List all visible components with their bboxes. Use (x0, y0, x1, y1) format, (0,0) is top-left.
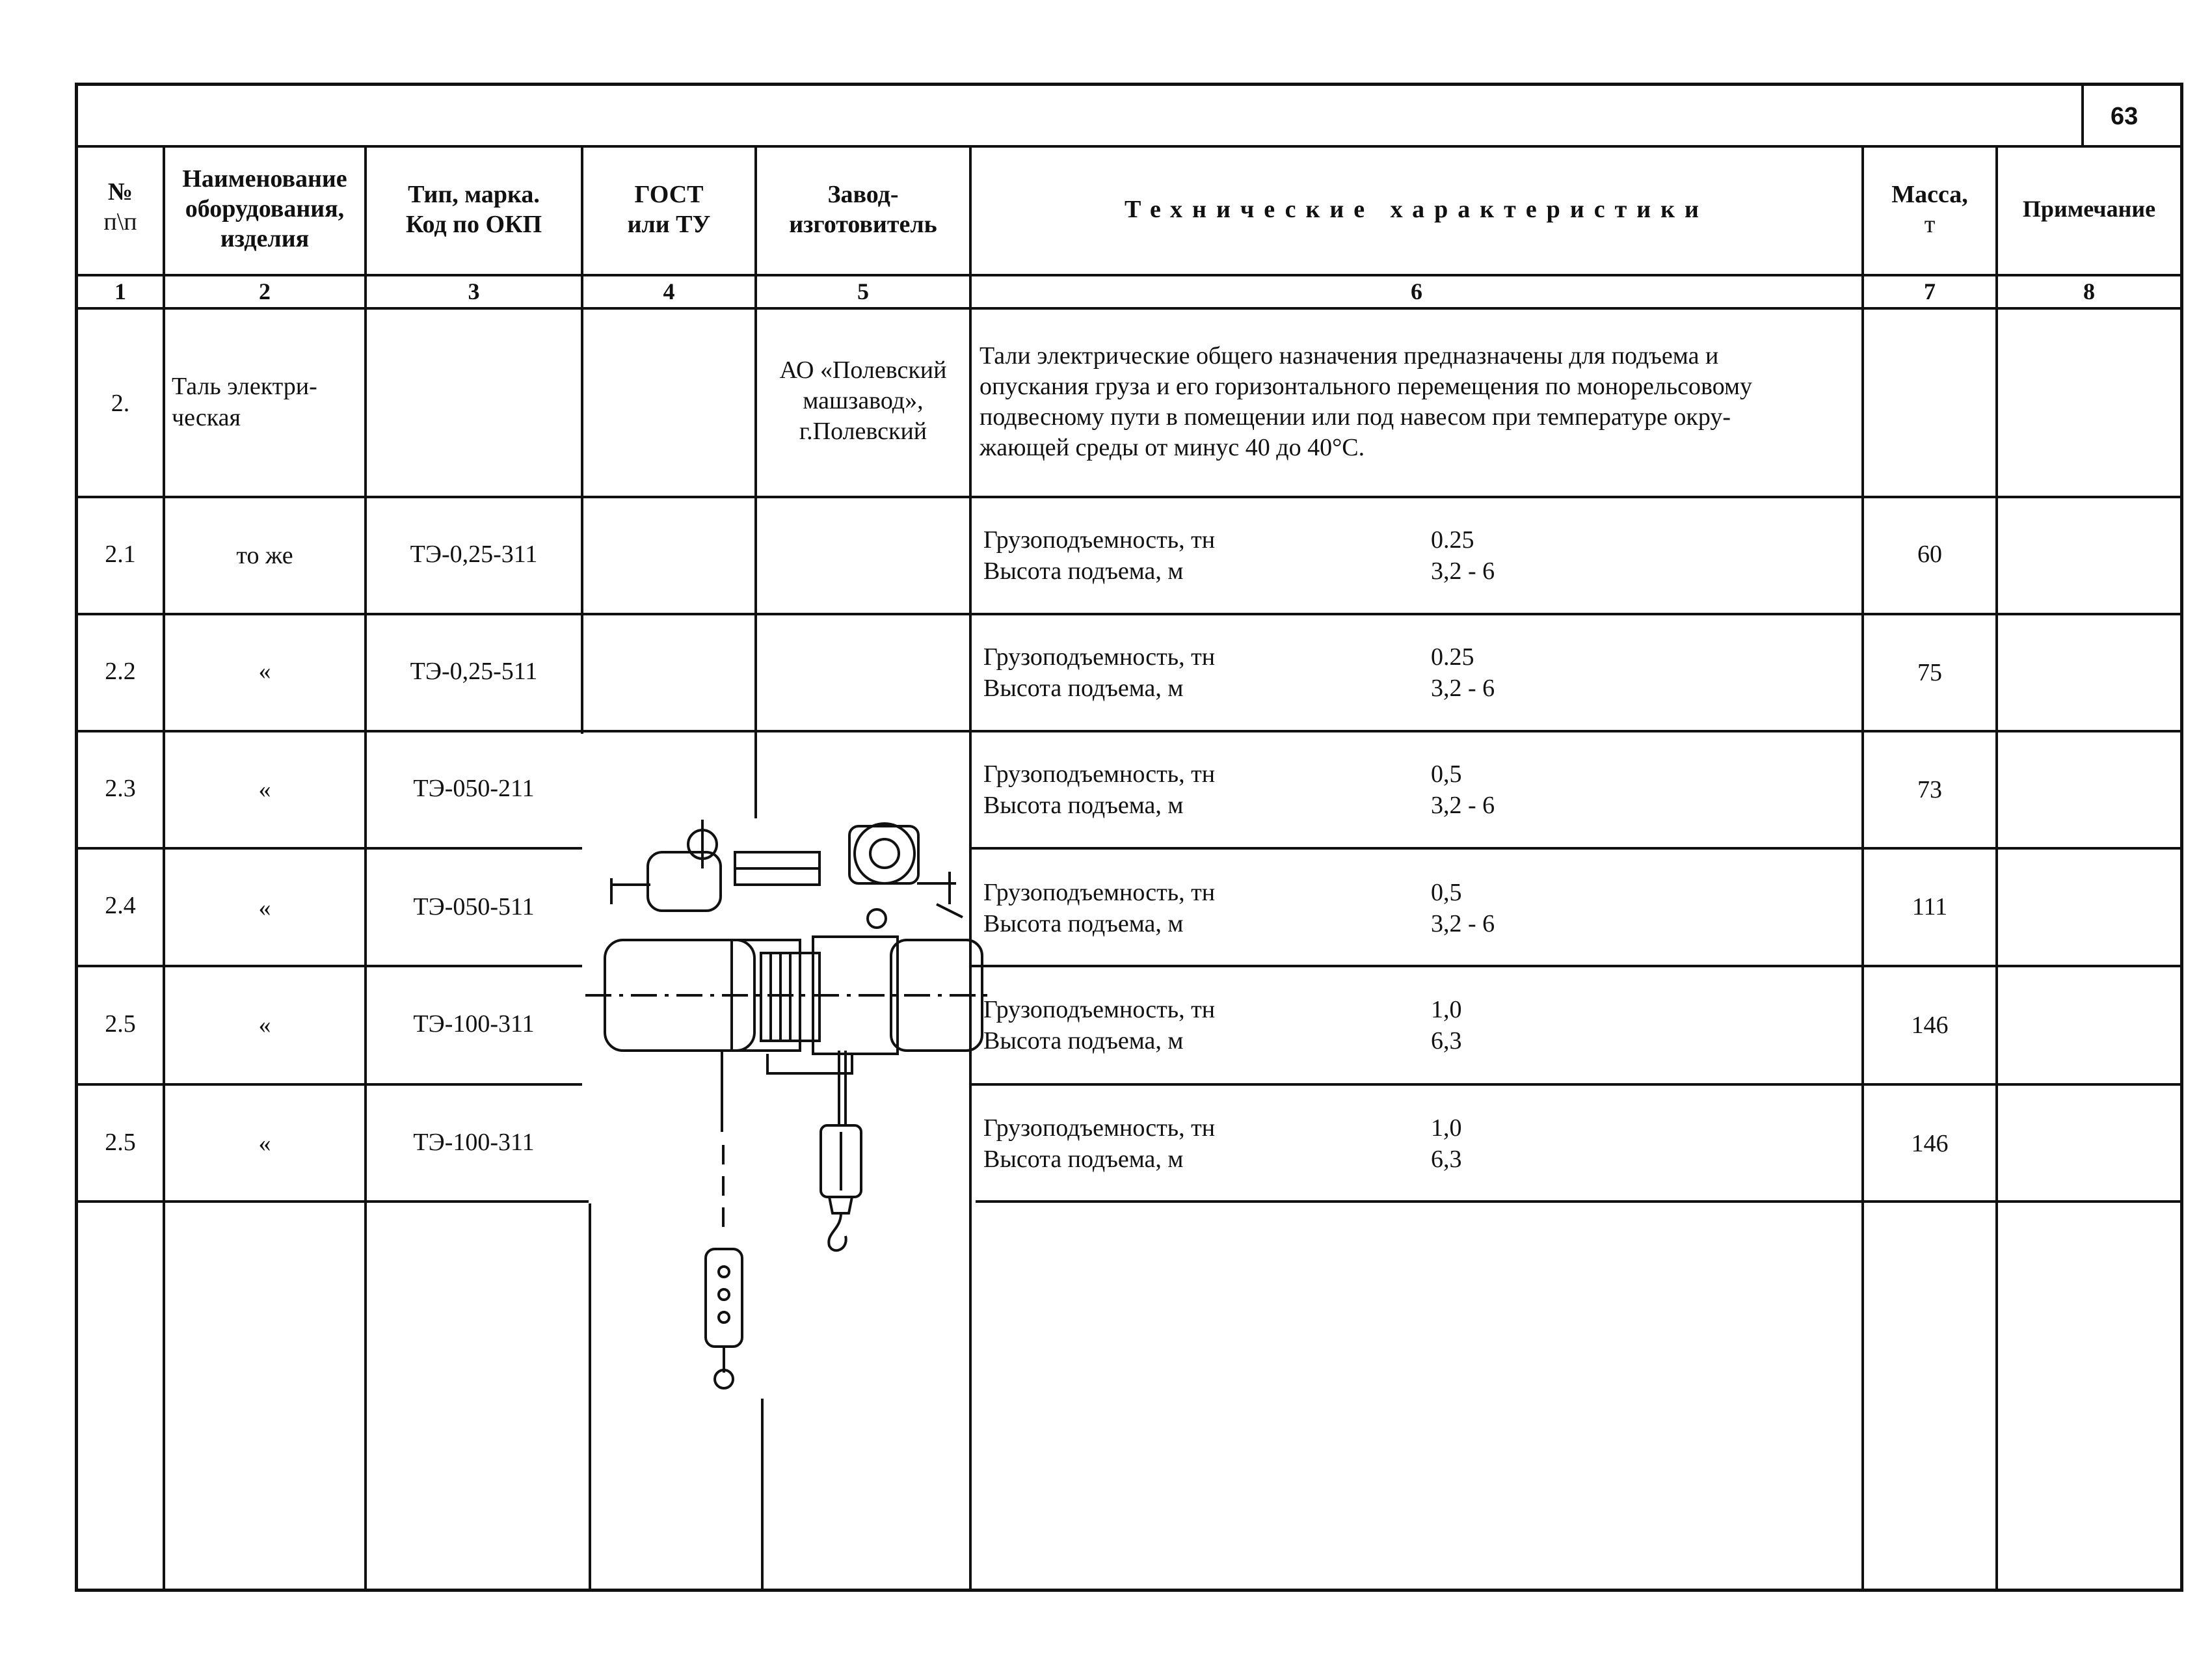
group-row-manufacturer-line1: АО «Полевский (779, 356, 947, 384)
row-5-name: « (258, 1012, 271, 1039)
row-2-mass: 75 (1917, 659, 1942, 686)
colnum-2: 2 (259, 278, 271, 304)
group-row-name-line2: ческая (172, 404, 241, 431)
col-line-2 (364, 145, 367, 1591)
header-col-mass (1864, 180, 1995, 239)
row-2-num: 2.2 (105, 658, 136, 685)
header-col-mass-line1: Масса, (1891, 181, 1968, 208)
colnum-8: 8 (2083, 278, 2095, 304)
header-top-line (75, 145, 2183, 148)
row-1-height-value: 3,2 - 6 (1431, 557, 1495, 585)
group-row-manufacturer-line2: машзавод», (803, 387, 924, 414)
group-row-description-line2: опускания груза и его горизонтального перемещения по монорельсовому (979, 373, 1753, 400)
row-2-capacity-value: 0.25 (1431, 643, 1474, 671)
row-line-4-left (75, 847, 582, 850)
row-1-capacity-label: Грузоподъемность, тн (983, 526, 1216, 554)
header-col-gost-line2: или ТУ (627, 211, 711, 238)
row-5-mass: 146 (1911, 1012, 1949, 1039)
row-3-name: « (258, 776, 271, 803)
row-3-capacity-value: 0,5 (1431, 760, 1462, 788)
row-6-type: ТЭ-100-311 (413, 1129, 535, 1156)
colnum-4: 4 (663, 278, 675, 304)
row-5-num: 2.5 (105, 1010, 136, 1038)
header-col-tech: Технические характеристики (1125, 196, 1709, 223)
row-2-type: ТЭ-0,25-511 (410, 658, 538, 685)
row-line-7-right (976, 1200, 2183, 1203)
colnum-3: 3 (468, 278, 480, 304)
row-1-mass: 60 (1917, 541, 1942, 568)
row-5-capacity-label: Грузоподъемность, тн (983, 996, 1216, 1023)
row-3-type: ТЭ-050-211 (413, 775, 535, 802)
row-2-height-value: 3,2 - 6 (1431, 675, 1495, 702)
group-row-manufacturer-line3: г.Полевский (799, 418, 927, 445)
row-4-height-value: 3,2 - 6 (1431, 910, 1495, 937)
row-1-num: 2.1 (105, 541, 136, 568)
row-line-1-right (969, 496, 2183, 498)
header-col-number-line2: п\п (103, 208, 137, 235)
row-line-3-right (969, 730, 2183, 732)
row-line-6-right (969, 1083, 2183, 1086)
col-line-7 (1995, 145, 1998, 1591)
col-line-4-top (754, 145, 757, 818)
row-2-capacity-label: Грузоподъемность, тн (983, 643, 1216, 671)
colnum-5: 5 (857, 278, 869, 304)
header-col-name-line2: оборудования, (185, 195, 345, 222)
row-line-1-left (75, 496, 970, 498)
header-col-manufacturer-line1: Завод- (827, 181, 899, 208)
row-4-num: 2.4 (105, 892, 136, 919)
header-col-number (78, 177, 163, 237)
header-col-manufacturer (757, 180, 969, 239)
colnum-7: 7 (1924, 278, 1936, 304)
header-col-manufacturer-line2: изготовитель (789, 211, 937, 238)
row-3-capacity-label: Грузоподъемность, тн (983, 760, 1216, 788)
row-1-capacity-value: 0.25 (1431, 526, 1474, 554)
row-line-2-left (75, 613, 970, 615)
row-4-mass: 111 (1912, 893, 1948, 920)
row-3-mass: 73 (1917, 776, 1942, 803)
row-5-capacity-value: 1,0 (1431, 996, 1462, 1023)
sheet-number: 63 (2111, 103, 2139, 130)
row-1-name: то же (236, 542, 293, 569)
colnum-6: 6 (1411, 278, 1422, 304)
header-col-name-line1: Наименование (182, 165, 347, 193)
row-line-5-left (75, 965, 582, 967)
group-row-description-line1: Тали электрические общего назначения предназначены для подъема и (979, 342, 1719, 369)
row-6-capacity-label: Грузоподъемность, тн (983, 1114, 1216, 1142)
row-1-type: ТЭ-0,25-311 (410, 541, 538, 568)
row-3-num: 2.3 (105, 775, 136, 802)
header-col-type (367, 180, 581, 239)
group-row-description (979, 341, 1752, 463)
group-row-manufacturer (757, 355, 969, 447)
header-bottom-line (75, 274, 2183, 276)
group-row-description-line3: подвесному пути в помещении или под навесом при температуре окру- (979, 403, 1731, 431)
row-2-height-label: Высота подъема, м (983, 675, 1184, 702)
group-row-name (172, 371, 317, 433)
header-col-type-line2: Код по ОКП (405, 211, 542, 238)
row-6-name: « (258, 1130, 271, 1157)
colnum-bottom-line (75, 307, 2183, 310)
row-6-height-label: Высота подъема, м (983, 1146, 1184, 1173)
row-4-name: « (258, 894, 271, 922)
row-line-3-left (75, 730, 970, 732)
frame-bottom (75, 1589, 2183, 1592)
row-line-6-left (75, 1083, 582, 1086)
row-4-capacity-value: 0,5 (1431, 879, 1462, 906)
colnum-1: 1 (114, 278, 126, 304)
col-line-6 (1861, 145, 1864, 1591)
group-row-num: 2. (111, 390, 130, 417)
row-3-height-value: 3,2 - 6 (1431, 792, 1495, 819)
row-6-num: 2.5 (105, 1129, 136, 1156)
header-col-mass-line2: т (1924, 211, 1936, 238)
header-col-name-line3: изделия (220, 225, 310, 252)
row-5-height-label: Высота подъема, м (983, 1027, 1184, 1054)
group-row-description-line4: жающей среды от минус 40 до 40°С. (979, 434, 1365, 461)
row-5-type: ТЭ-100-311 (413, 1010, 535, 1038)
row-1-height-label: Высота подъема, м (983, 557, 1184, 585)
group-row-name-line1: Таль электри- (172, 373, 317, 400)
row-4-capacity-label: Грузоподъемность, тн (983, 879, 1216, 906)
header-col-note: Примечание (2022, 196, 2156, 222)
row-line-2-right (969, 613, 2183, 615)
header-col-gost (583, 180, 754, 239)
row-6-capacity-value: 1,0 (1431, 1114, 1462, 1142)
frame-top (75, 83, 2183, 86)
row-line-4-right (969, 847, 2183, 850)
electric-hoist-drawing (585, 807, 989, 1405)
sheet-box-divider (2081, 83, 2084, 146)
header-col-name (165, 164, 364, 254)
row-4-height-label: Высота подъема, м (983, 910, 1184, 937)
header-col-gost-line1: ГОСТ (634, 181, 704, 208)
row-line-5-right (969, 965, 2183, 967)
row-5-height-value: 6,3 (1431, 1027, 1462, 1054)
row-2-name: « (258, 658, 271, 685)
header-col-number-line1: № (107, 178, 133, 206)
row-6-height-value: 6,3 (1431, 1146, 1462, 1173)
row-3-height-label: Высота подъема, м (983, 792, 1184, 819)
col-line-1 (163, 145, 165, 1591)
row-4-type: ТЭ-050-511 (413, 893, 535, 920)
row-6-mass: 146 (1911, 1130, 1949, 1157)
row-line-7-left (75, 1200, 589, 1203)
header-col-type-line1: Тип, марка. (408, 181, 540, 208)
col-line-4-bottom (761, 1399, 764, 1591)
